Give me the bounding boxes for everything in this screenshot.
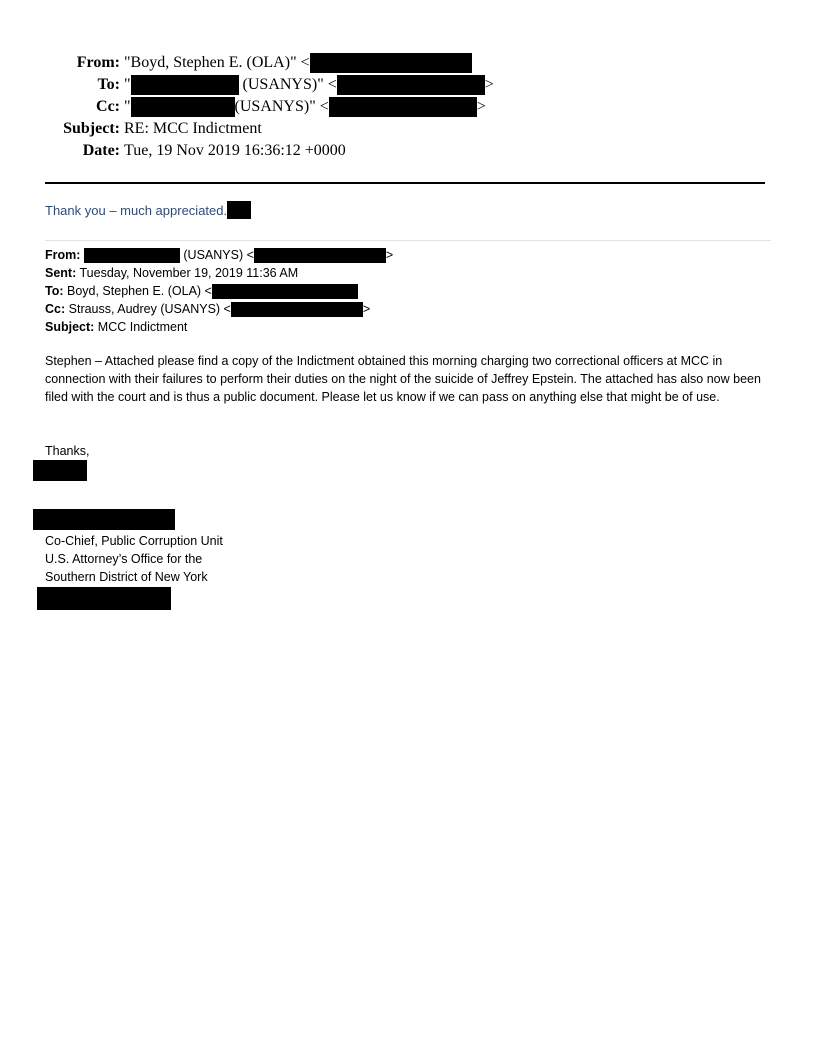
reply-message — [45, 203, 251, 219]
quoted-sent-row — [45, 264, 393, 282]
cc-label: Cc: — [96, 98, 120, 115]
redaction-block — [212, 284, 358, 299]
to-label: To: — [97, 76, 120, 93]
quoted-to-label: To: — [45, 284, 64, 298]
quoted-from-row: From: (USANYS) < > — [45, 248, 394, 262]
quoted-to-value: Boyd, Stephen E. (OLA) < — [63, 284, 212, 298]
quoted-subject-label: Subject: — [45, 320, 95, 334]
quoted-sent-label: Sent: — [45, 266, 77, 280]
redaction-block — [37, 587, 171, 610]
to-value: (USANYS)" < — [238, 76, 337, 93]
subject-label: Subject: — [63, 120, 120, 137]
signature-line-office: U.S. Attorney’s Office for the — [45, 552, 203, 566]
quote-divider — [45, 240, 771, 241]
date-value: Tue, 19 Nov 2019 16:36:12 +0000 — [124, 142, 346, 159]
quoted-subject-row — [45, 318, 393, 336]
redaction-block — [33, 460, 87, 481]
redaction-block — [231, 302, 363, 317]
redaction-block — [84, 248, 180, 263]
header-subject-row — [0, 118, 816, 140]
header-to-row: To: " (USANYS)" < > — [0, 74, 816, 96]
header-divider — [45, 182, 765, 184]
email-header — [0, 52, 816, 162]
subject-value: RE: MCC Indictment — [124, 120, 262, 137]
header-cc-row: Cc: " (USANYS)" < > — [0, 96, 816, 118]
redaction-block — [131, 75, 239, 95]
redaction-block — [131, 97, 235, 117]
header-date-row — [0, 140, 816, 162]
quoted-to-row — [45, 282, 393, 300]
cc-value: (USANYS)" < — [234, 98, 329, 115]
redaction-block — [33, 509, 175, 530]
quoted-sent-value: Tuesday, November 19, 2019 11:36 AM — [76, 266, 299, 280]
closing-thanks: Thanks, — [45, 444, 90, 458]
header-from-row — [0, 52, 816, 74]
date-label: Date: — [82, 142, 120, 159]
signature-line-district: Southern District of New York — [45, 570, 208, 584]
redaction-block — [310, 53, 472, 73]
reply-text: Thank you – much appreciated. — [45, 203, 228, 218]
quoted-cc-value: Strauss, Audrey (USANYS) < — [65, 302, 231, 316]
from-label: From: — [76, 54, 120, 71]
redaction-block — [227, 201, 251, 219]
quoted-cc-row: Cc: Strauss, Audrey (USANYS) < > — [45, 302, 371, 316]
signature-line-title: Co-Chief, Public Corruption Unit — [45, 534, 223, 548]
quoted-cc-label: Cc: — [45, 302, 66, 316]
redaction-block — [337, 75, 485, 95]
redaction-block — [329, 97, 477, 117]
redaction-block — [254, 248, 386, 263]
quoted-from-label: From: — [45, 248, 81, 262]
quoted-subject-value: MCC Indictment — [94, 320, 188, 334]
signature-block — [45, 532, 223, 586]
from-value: "Boyd, Stephen E. (OLA)" < — [124, 54, 310, 71]
quoted-header — [45, 246, 393, 336]
message-body: Stephen – Attached please find a copy of the Indictment obtained this morning charging two correctional officers at MCC in connection with their failures to perform their duties on the night of the suicide of Jeffrey Epstein. The attached has also now been filed with the court and is thus a public document. Please let us know if we can pass on anything else that might be of use. — [45, 354, 761, 404]
